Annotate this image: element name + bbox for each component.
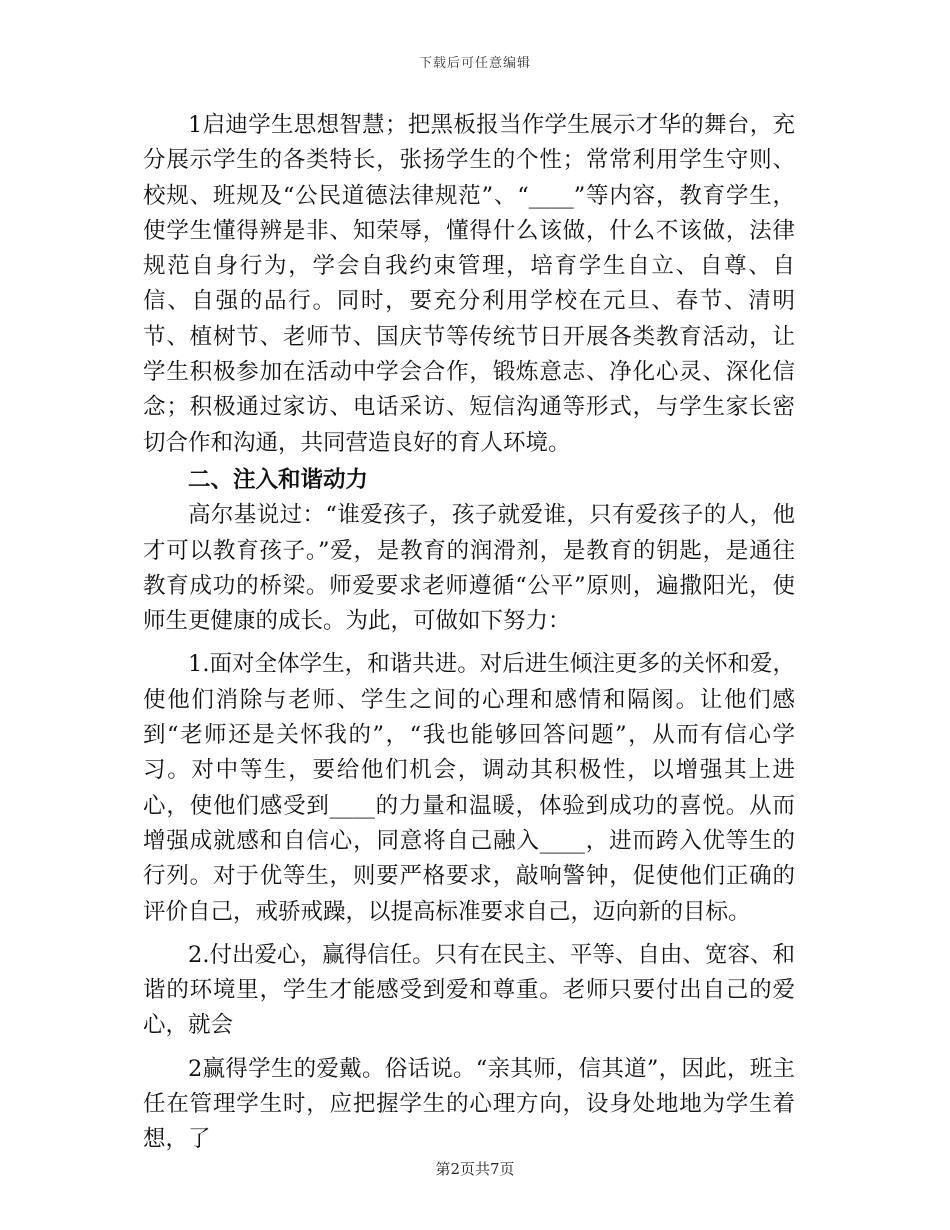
paragraph-3: 1.面对全体学生，和谐共进。对后进生倾注更多的关怀和爱，使他们消除与老师、学生之间的心理和感情和隔阂。让他们感到“老师还是关怀我的”，“我也能够回答问题”，从而有信心学习。对中等生，要给他们机会，调动其积极性，以增强其上进心，使他们感受到____的力量和温暖，体验到成功的喜悦。从而增强成就感和自信心，同意将自己融入____，进而跨入优等生的行列。对于优等生，则要严格要求，敲响警钟，促使他们正确的评价自己，戒骄戒躁，以提高标准要求自己，迈向新的目标。 [143, 651, 795, 925]
paragraph-4: 2.付出爱心，赢得信任。只有在民主、平等、自由、宽容、和谐的环境里，学生才能感受到爱和尊重。老师只要付出自己的爱心，就会 [143, 941, 795, 1039]
page-footer: 第2页共7页 [435, 1160, 515, 1178]
paragraph-2: 高尔基说过：“谁爱孩子，孩子就爱谁，只有爱孩子的人，他才可以教育孩子。”爱，是教育的润滑剂，是教育的钥匙，是通往教育成功的桥梁。师爱要求老师遵循“公平”原则，遍撒阳光，使师生更健康的成长。为此，可做如下努力： [143, 502, 795, 635]
page-header: 下载后可任意编辑 [418, 56, 531, 71]
paragraph-5: 2赢得学生的爱戴。俗话说。“亲其师，信其道”，因此，班主任在管理学生时，应把握学生的心理方向，设身处地地为学生着想，了 [143, 1055, 795, 1153]
paragraph-1: 1启迪学生思想智慧；把黑板报当作学生展示才华的舞台，充分展示学生的各类特长，张扬学生的个性；常常利用学生守则、校规、班规及“公民道德法律规范”、“____”等内容，教育学生，使学生懂得辨是非、知荣辱，懂得什么该做，什么不该做，法律规范自身行为，学会自我约束管理，培育学生自立、自尊、自信、自强的品行。同时，要充分利用学校在元旦、春节、清明节、植树节、老师节、国庆节等传统节日开展各类教育活动，让学生积极参加在活动中学会合作，锻炼意志、净化心灵、深化信念；积极通过家访、电话采访、短信沟通等形式，与学生家长密切合作和沟通，共同营造良好的育人环境。 [143, 112, 795, 456]
document-body [143, 108, 795, 1158]
section-heading: 二、注入和谐动力 [188, 466, 369, 493]
